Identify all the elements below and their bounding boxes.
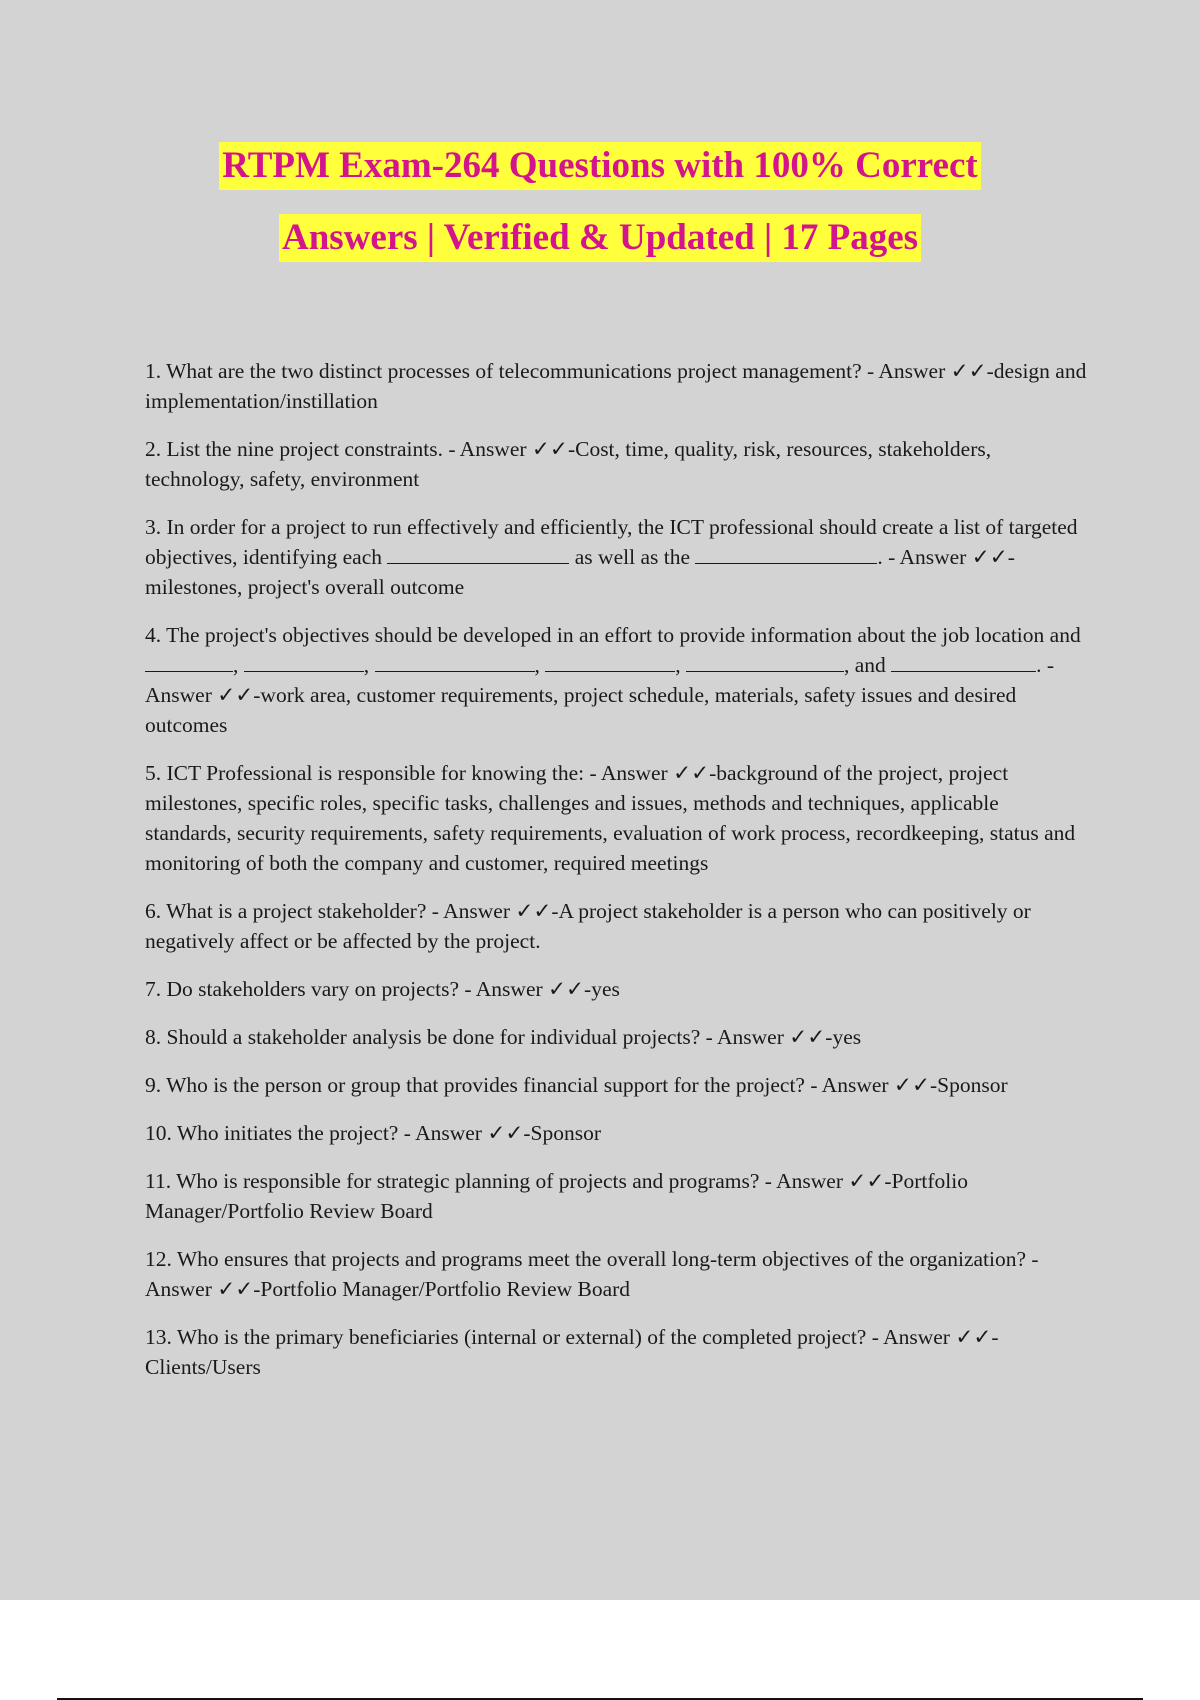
document-title [0, 142, 1200, 286]
blank-separator: , [363, 653, 375, 677]
question-3 [145, 512, 1090, 602]
question-2: 2. List the nine project constraints. - Answer ✓✓-Cost, time, quality, risk, resources, stakeholders, technology, safety, environment [145, 437, 992, 491]
question-list [145, 356, 1090, 1400]
fill-in-blank [387, 545, 569, 564]
blank-separator: , [534, 653, 546, 677]
fill-in-blank [891, 653, 1036, 672]
blank-separator-and: , and [844, 653, 892, 677]
question-6: 6. What is a project stakeholder? - Answer ✓✓-A project stakeholder is a person who can positively or negatively affect or be affected by the project. [145, 899, 1031, 953]
question-3-text-c: . - Answer ✓✓-milestones, project's overall outcome [145, 545, 1015, 599]
title-line-2: Answers | Verified & Updated | 17 Pages [279, 214, 921, 262]
fill-in-blank [686, 653, 844, 672]
fill-in-blank [145, 653, 233, 672]
question-10: 10. Who initiates the project? - Answer ✓✓-Sponsor [145, 1121, 601, 1145]
question-13: 13. Who is the primary beneficiaries (internal or external) of the completed project? - Answer ✓✓-Clients/Users [145, 1325, 999, 1379]
fill-in-blank [375, 653, 535, 672]
question-5: 5. ICT Professional is responsible for knowing the: - Answer ✓✓-background of the project, project milestones, specific roles, specific tasks, challenges and issues, methods and techniques, applicable standards, security requirements, safety requirements, evaluation of work process, recordkeeping, status and monitoring of both the company and customer, required meetings [145, 761, 1076, 875]
question-12: 12. Who ensures that projects and programs meet the overall long-term objectives of the organization? - Answer ✓✓-Portfolio Manager/Portfolio Review Board [145, 1247, 1039, 1301]
question-11: 11. Who is responsible for strategic planning of projects and programs? - Answer ✓✓-Portfolio Manager/Portfolio Review Board [145, 1169, 968, 1223]
question-3-text-a: 3. In order for a project to run effectively and efficiently, the ICT professional should create a list of targeted objectives, identifying each [145, 515, 1078, 569]
fill-in-blank [545, 653, 675, 672]
blank-separator: , [233, 653, 244, 677]
question-4 [145, 620, 1090, 740]
question-4-text-b: . - Answer ✓✓-work area, customer requirements, project schedule, materials, safety issues and desired outcomes [145, 653, 1055, 737]
blank-separator: , [675, 653, 686, 677]
question-7: 7. Do stakeholders vary on projects? - Answer ✓✓-yes [145, 977, 620, 1001]
question-4-text-a: 4. The project's objectives should be developed in an effort to provide information about the job location and [145, 623, 1081, 647]
title-line-1: RTPM Exam-264 Questions with 100% Correct [219, 142, 980, 190]
question-9: 9. Who is the person or group that provides financial support for the project? - Answer ✓✓-Sponsor [145, 1073, 1008, 1097]
question-8: 8. Should a stakeholder analysis be done for individual projects? - Answer ✓✓-yes [145, 1025, 862, 1049]
fill-in-blank [244, 653, 364, 672]
question-1: 1. What are the two distinct processes of telecommunications project management? - Answer ✓✓-design and implementation/instillation [145, 359, 1087, 413]
question-3-text-b: as well as the [569, 545, 696, 569]
fill-in-blank [695, 545, 877, 564]
